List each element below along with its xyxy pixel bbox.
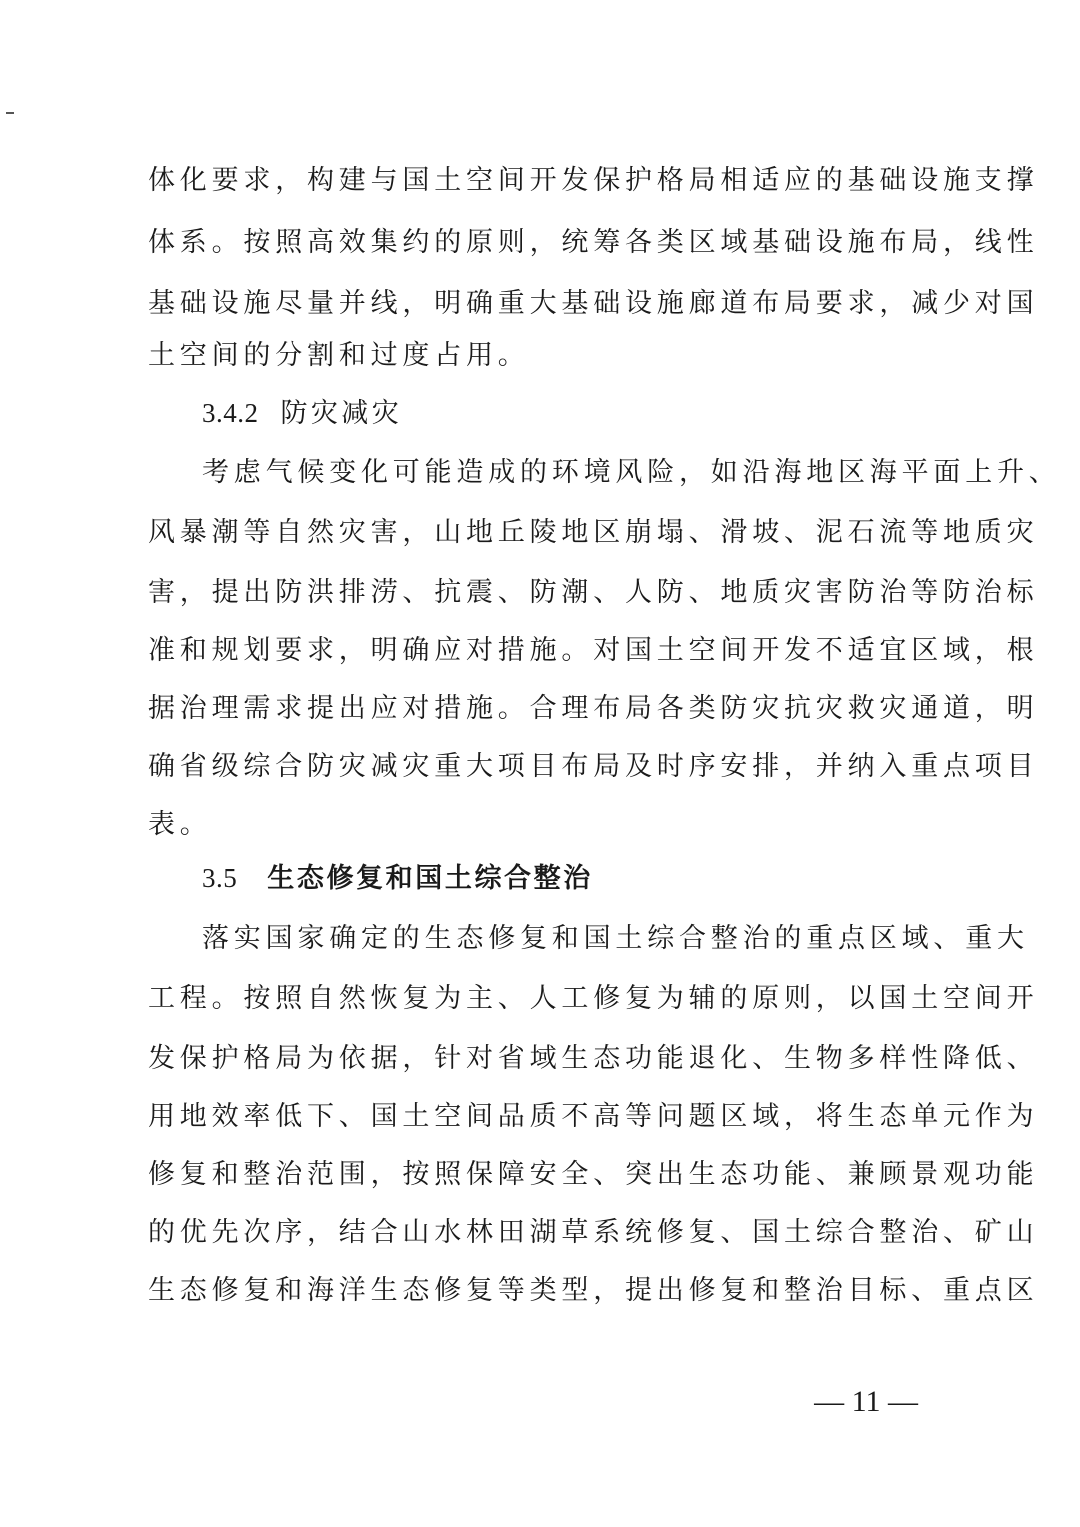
body-line: 体化要求，构建与国土空间开发保护格局相适应的基础设施支撑	[148, 165, 1039, 196]
body-line: 发保护格局为依据，针对省域生态功能退化、生物多样性降低、	[148, 1043, 1039, 1074]
section-number: 3.5	[202, 863, 238, 893]
body-line: 害，提出防洪排涝、抗震、防潮、人防、地质灾害防治等防治标	[148, 577, 1039, 608]
body-line: 生态修复和海洋生态修复等类型，提出修复和整治目标、重点区	[148, 1275, 1039, 1306]
body-line: 工程。按照自然恢复为主、人工修复为辅的原则，以国土空间开	[148, 983, 1039, 1014]
body-line: 修复和整治范围，按照保障安全、突出生态功能、兼顾景观功能	[148, 1159, 1039, 1190]
body-line: 土空间的分割和过度占用。	[148, 340, 530, 371]
section-title: 生态修复和国土综合整治	[267, 863, 593, 894]
body-line: 表。	[148, 809, 212, 840]
body-line: 考虑气候变化可能造成的环境风险，如沿海地区海平面上升、	[202, 457, 1061, 488]
body-line: 的优先次序，结合山水林田湖草系统修复、国土综合整治、矿山	[148, 1217, 1039, 1248]
body-line: 基础设施尽量并线，明确重大基础设施廊道布局要求，减少对国	[148, 288, 1039, 319]
body-line: 准和规划要求，明确应对措施。对国土空间开发不适宜区域，根	[148, 635, 1039, 666]
section-heading-3-4-2	[202, 393, 402, 433]
scan-edge-mark	[6, 112, 14, 114]
body-line: 据治理需求提出应对措施。合理布局各类防灾抗灾救灾通道，明	[148, 693, 1039, 724]
body-line: 体系。按照高效集约的原则，统筹各类区域基础设施布局，线性	[148, 227, 1039, 258]
section-number: 3.4.2	[202, 398, 259, 428]
body-line: 用地效率低下、国土空间品质不高等问题区域，将生态单元作为	[148, 1101, 1039, 1132]
page-number: — 11 —	[814, 1385, 918, 1418]
body-line: 确省级综合防灾减灾重大项目布局及时序安排，并纳入重点项目	[148, 751, 1039, 782]
section-heading-3-5	[202, 858, 593, 898]
section-title: 防灾减灾	[280, 398, 403, 429]
body-line: 落实国家确定的生态修复和国土综合整治的重点区域、重大	[202, 923, 1029, 954]
body-line: 风暴潮等自然灾害，山地丘陵地区崩塌、滑坡、泥石流等地质灾	[148, 517, 1039, 548]
